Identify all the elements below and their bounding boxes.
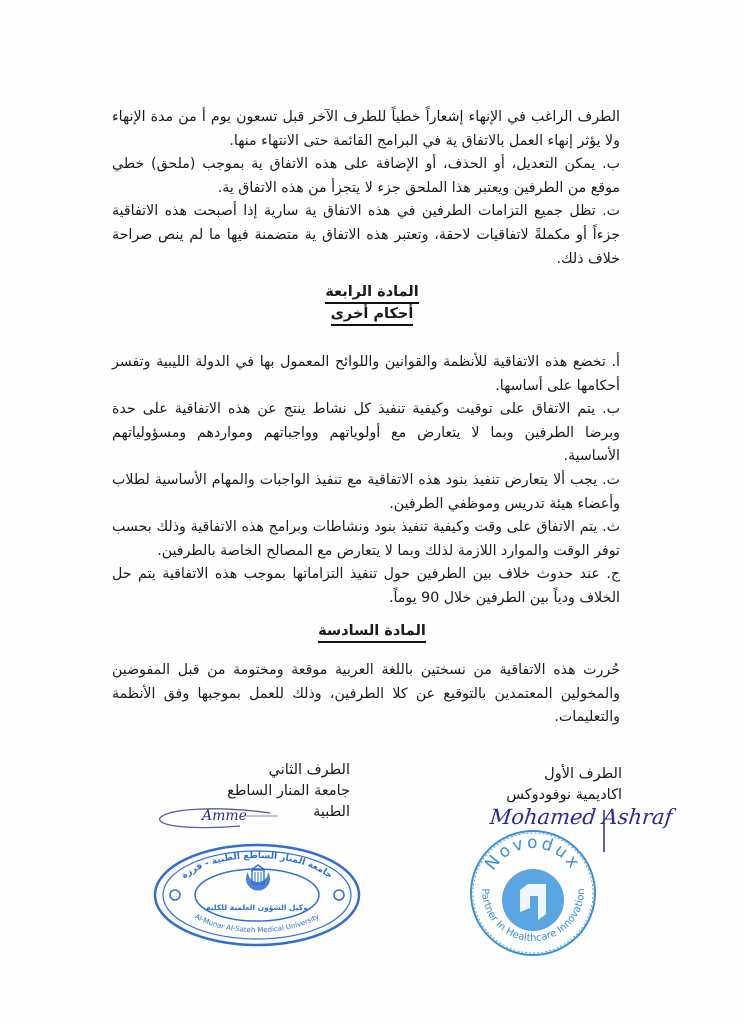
second-party-label: الطرف الثاني [268,762,350,778]
clause-t-no-conflict: ت. يجب ألا يتعارض تنفيذ بنود هذه الاتفاقية مع تنفيذ الواجبات والمهام الأساسية لطلاب وأعضاء هيئة تدريس وموظفي الطرفين. [112,471,620,512]
svg-text:وكيل الشؤون العلمية للكلية: وكيل الشؤون العلمية للكلية [206,903,308,912]
stamp-arabic-top-text: جامعة المنار الساطع الطبية - قرزة [179,850,335,882]
first-party-block [470,764,622,806]
signature-tail [598,808,610,856]
clause-b-timing: ب. يتم الاتفاق على توقيت وكيفية تنفيذ كل نشاط ينتج عن هذه الاتفاقية على حدة وبرضا الطرفين وبما لا يتعارض مع أولوياتهم وواجباتهم ومواردهم ومسؤولياتهم الأساسية. [112,401,620,465]
second-party-signature-text: Amme [202,808,247,824]
article-six-clauses [112,659,620,730]
clause-termination-notice: الطرف الراغب في الإنهاء إشعاراً خطياً للطرف الآخر قبل تسعون يوم أ من مدة الإنهاء ولا يؤثر إنهاء العمل بالاتفاق ية في البرامج القائمة حتى الانتهاء منها. [112,109,620,149]
clause-t-obligations: ت. تظل جميع التزامات الطرفين في هذه الاتفاق ية سارية إذا أصبحت هذه الاتفاقية جزءاً أو مكملةً لاتفاقيات لاحقة، وتعتبر هذه الاتفاق ية متضمنة فيها ما لم ينص صراحة خلاف ذلك. [112,203,620,267]
star-icon [170,890,180,900]
second-party-name: جامعة المنار الساطع الطبية [227,783,350,820]
clause-b-amendment: ب. يمكن التعديل، أو الحذف، أو الإضافة على هذه الاتفاق ية بموجب (ملحق) خطي موقع من الطرفين ويعتبر هذا الملحق جزء لا يتجزأ من هذه الاتفاق ية. [112,156,620,196]
article-six-title [0,622,744,643]
first-party-signature: Mohamed Ashraf [488,805,674,829]
article-four-clauses [112,351,620,611]
second-party-stamp [152,842,362,948]
clause-a-governing-law: أ. تخضع هذه الاتفاقية للأنظمة والقوانين واللوائح المعمول بها في الدولة الليبية وتفسر أحكامها على أساسها. [112,354,620,394]
continued-clauses [112,106,620,271]
clause-copies: حُررت هذه الاتفاقية من نسختين باللغة العربية موقعة ومختومة من قبل المفوضين والمخولين المعتمدين بالتوقيع عن كلا الطرفين، وذلك للعمل بموجبها وفق الأنظمة والتعليمات. [112,662,620,726]
article-four-subtitle [0,305,744,326]
svg-text:Partner In Healthcare Innovati: Partner In Healthcare Innovation [478,888,588,945]
first-party-name: اكاديمية نوفودوكس [506,787,622,803]
article-six-title-text: المادة السادسة [318,622,426,643]
clause-th-scheduling: ث. يتم الاتفاق على وقت وكيفية تنفيذ بنود ونشاطات وبرامج هذه الاتفاقية وذلك بحسب توفر الوقت والموارد اللازمة لذلك وبما لا يتعارض مع المصالح الخاصة بالطرفين. [112,519,620,559]
star-icon [334,890,344,900]
first-party-stamp [468,828,598,958]
first-party-label: الطرف الأول [544,766,622,782]
stamp-brand-text: Novodux [481,832,585,875]
novodux-logo-icon [502,869,564,931]
svg-text:Al-Munar Al-Sateh Medical Univ: Al-Munar Al-Sateh Medical University [193,912,321,935]
article-four-subtitle-text: أحكام أخرى [331,305,414,326]
article-four-title [0,283,744,304]
clause-j-dispute: ج. عند حدوث خلاف بين الطرفين حول تنفيذ التزاماتها بموجب هذه الاتفاقية يتم حل الخلاف ودياً بين الطرفين خلال 90 يوماً. [112,566,620,606]
article-four-title-text: المادة الرابعة [325,283,418,304]
